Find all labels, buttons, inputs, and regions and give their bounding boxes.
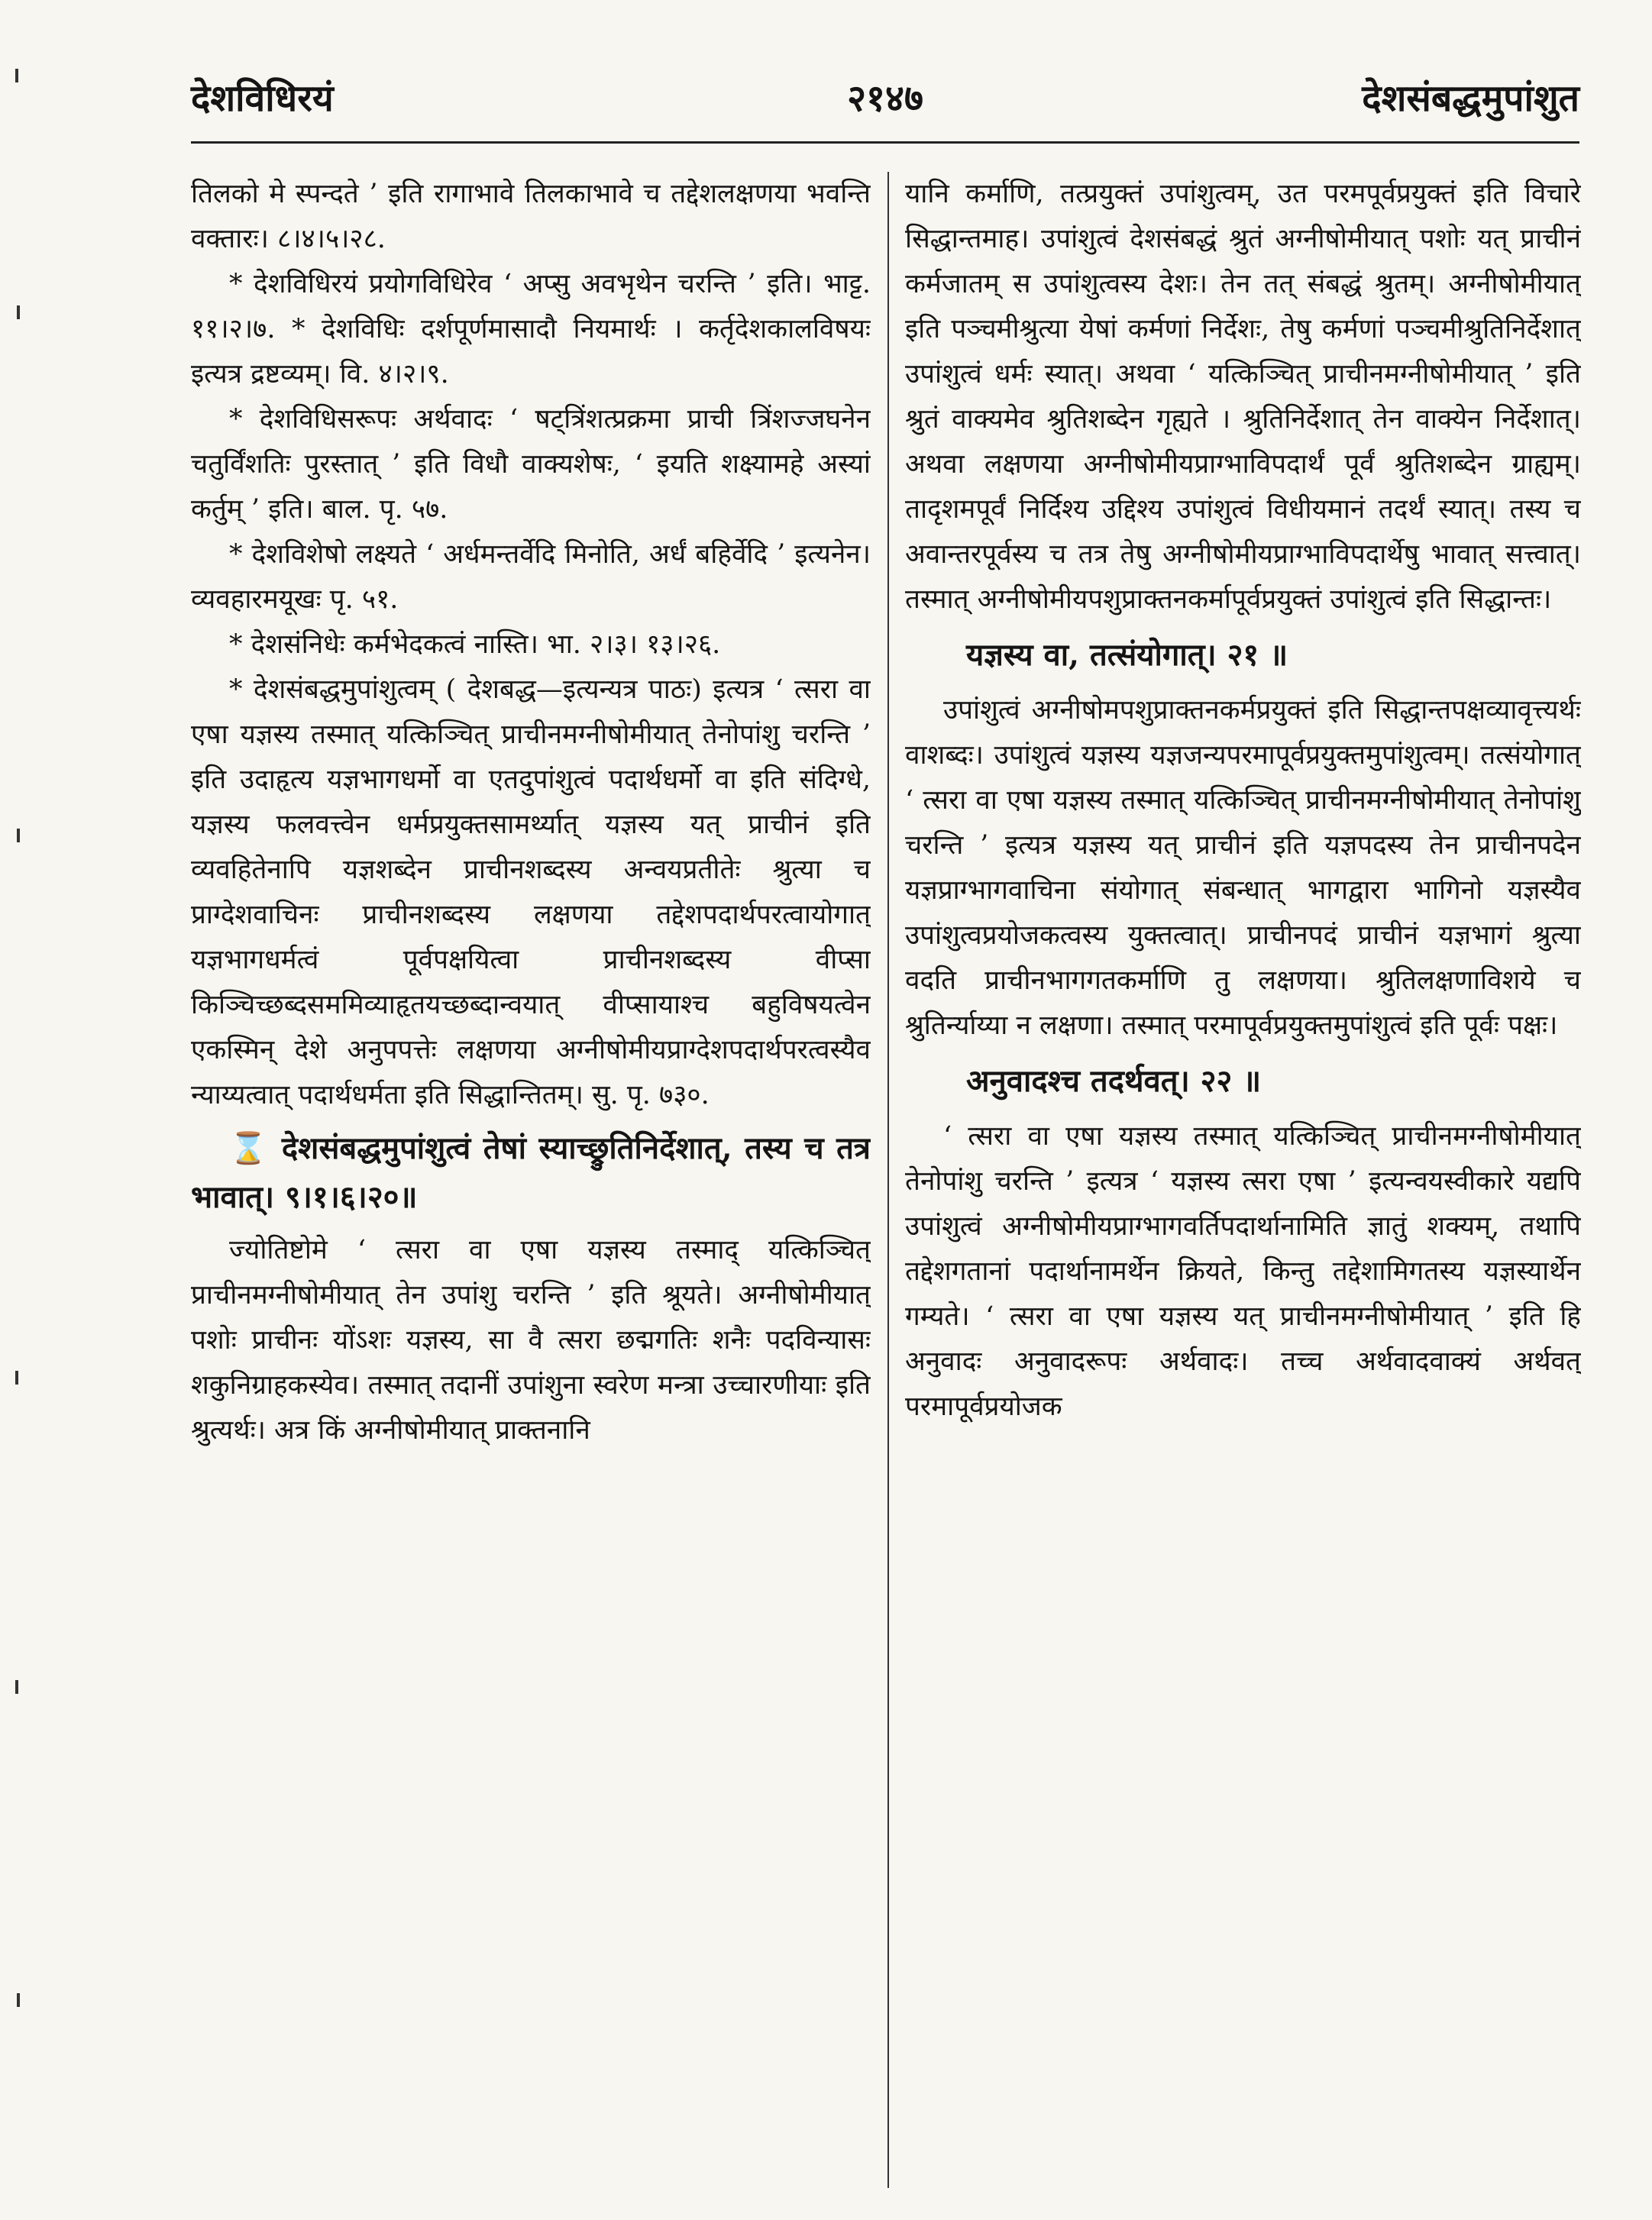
- paragraph: तिलको मे स्पन्दते ’ इति रागाभावे तिलकाभावे च तद्देशलक्षणया भवन्ति वक्तारः। ८।४।५।२८.: [191, 179, 871, 254]
- entry-paragraph: * देशविशेषो लक्ष्यते ‘ अर्धमन्तर्वेदि मिनोति, अर्धं बहिर्वेदि ’ इत्यनेन। व्यवहारमयूखः पृ. ५१.: [191, 539, 871, 615]
- left-column: [191, 172, 871, 2188]
- sutra-heading: अनुवादश्च तदर्थवत्। २२ ॥: [966, 1063, 1262, 1099]
- column-divider: [887, 172, 889, 2188]
- margin-mark: [17, 829, 20, 842]
- sutra-heading: ⌛ देशसंबद्धमुपांशुत्वं तेषां स्याच्छ्रुतिनिर्देशात्, तस्य च तत्र भावात्। ९।१।६।२०॥: [191, 1130, 871, 1215]
- entry-paragraph: * देशविधिरयं प्रयोगविधिरेव ‘ अप्सु अवभृथेन चरन्ति ’ इति। भाट्ट. ११।२।७. * देशविधिः दर्शपूर्णमासादौ नियमार्थः । कर्तृदेशकालविषयः इत्यत्र द्रष्टव्यम्। वि. ४।२।९.: [191, 269, 871, 389]
- commentary-paragraph: उपांशुत्वं अग्नीषोमपशुप्राक्तनकर्मप्रयुक्तं इति सिद्धान्तपक्षव्यावृत्त्यर्थः वाशब्दः। उपांशुत्वं यज्ञस्य यज्ञजन्यपरमापूर्वप्रयुक्तमुपांशुत्वम्। तत्संयोगात् ‘ त्सरा वा एषा यज्ञस्य तस्मात् यत्किञ्चित् प्राचीनमग्नीषोमीयात् तेनोपांशु चरन्ति ’ इत्यत्र यज्ञस्य यत् प्राचीनं इति यज्ञपदस्य तेन प्राचीनपदेन यज्ञप्राग्भागवाचिना संयोगात् संबन्धात् भागद्वारा भागिनो यज्ञस्यैव उपांशुत्वप्रयोजकत्वस्य युक्तत्वात्। प्राचीनपदं प्राचीनं यज्ञभागं श्रुत्या वदति प्राचीनभागगतकर्माणि तु लक्षणया। श्रुतिलक्षणाविशये च श्रुतिर्न्याय्या न लक्षणा। तस्मात् परमापूर्वप्रयुक्तमुपांशुत्वं इति पूर्वः पक्षः।: [905, 695, 1581, 1041]
- page-number: २१४७: [847, 77, 923, 120]
- entry-paragraph: * देशविधिसरूपः अर्थवादः ‘ षट्त्रिंशत्प्रक्रमा प्राची त्रिंशज्जघनेन चतुर्विंशतिः पुरस्तात् ’ इति विधौ वाक्यशेषः, ‘ इयति शक्ष्यामहे अस्यां कर्तुम् ’ इति। बाल. पृ. ५७.: [191, 404, 871, 525]
- sutra-heading: यज्ञस्य वा, तत्संयोगात्। २१ ॥: [966, 637, 1288, 673]
- page-header: [191, 73, 1579, 144]
- running-head-right: देशसंबद्धमुपांशुत: [1362, 77, 1579, 120]
- margin-mark: [17, 1993, 20, 2007]
- commentary-paragraph: ज्योतिष्टोमे ‘ त्सरा वा एषा यज्ञस्य तस्माद् यत्किञ्चित् प्राचीनमग्नीषोमीयात् तेन उपांशु चरन्ति ’ इति श्रूयते। अग्नीषोमीयात् पशोः प्राचीनः योंऽशः यज्ञस्य, सा वै त्सरा छद्मगतिः शनैः पदविन्यासः शकुनिग्राहकस्येव। तस्मात् तदानीं उपांशुना स्वरेण मन्त्रा उच्चारणीयाः इति श्रुत्यर्थः। अत्र किं अग्नीषोमीयात् प्राक्तनानि: [191, 1235, 871, 1446]
- margin-mark: [15, 1680, 18, 1694]
- entry-paragraph: * देशसंनिधेः कर्मभेदकत्वं नास्ति। भा. २।३। १३।२६.: [229, 629, 721, 660]
- paragraph: यानि कर्माणि, तत्प्रयुक्तं उपांशुत्वम्, उत परमपूर्वप्रयुक्तं इति विचारे सिद्धान्तमाह। उपांशुत्वं देशसंबद्धं श्रुतं अग्नीषोमीयात् पशोः यत् प्राचीनं कर्मजातम् स उपांशुत्वस्य देशः। तेन तत् संबद्धं श्रुतम्। अग्नीषोमीयात् इति पञ्चमीश्रुत्या येषां कर्मणां निर्देशः, तेषु कर्मणां पञ्चमीश्रुतिनिर्देशात् उपांशुत्वं धर्मः स्यात्। अथवा ‘ यत्किञ्चित् प्राचीनमग्नीषोमीयात् ’ इति श्रुतं वाक्यमेव श्रुतिशब्देन गृह्यते । श्रुतिनिर्देशात् तेन वाक्येन निर्देशात्। अथवा लक्षणया अग्नीषोमीयप्राग्भाविपदार्थं पूर्वं श्रुतिशब्देन ग्राह्यम्। तादृशमपूर्वं निर्दिश्य उद्दिश्य उपांशुत्वं विधीयमानं तदर्थं स्यात्। तस्य च अवान्तरपूर्वस्य च तत्र तेषु अग्नीषोमीयप्राग्भाविपदार्थेषु भावात् सत्त्वात्। तस्मात् अग्नीषोमीयपशुप्राक्तनकर्मापूर्वप्रयुक्तं उपांशुत्वं इति सिद्धान्तः।: [905, 179, 1581, 615]
- running-head-left: देशविधिरयं: [191, 77, 334, 120]
- commentary-paragraph: ‘ त्सरा वा एषा यज्ञस्य तस्मात् यत्किञ्चित् प्राचीनमग्नीषोमीयात् तेनोपांशु चरन्ति ’ इत्यत्र ‘ यज्ञस्य त्सरा एषा ’ इत्यन्वयस्वीकारे यद्यपि उपांशुत्वं अग्नीषोमीयप्राग्भागवर्तिपदार्थानामिति ज्ञातुं शक्यम्, तथापि तद्देशगतानां पदार्थानामर्थेन क्रियते, किन्तु तद्देशामिगतस्य यज्ञस्यार्थेन गम्यते। ‘ त्सरा वा एषा यज्ञस्य यत् प्राचीनमग्नीषोमीयात् ’ इति हि अनुवादः अनुवादरूपः अर्थवादः। तच्च अर्थवादवाक्यं अर्थवत् परमापूर्वप्रयोजक: [905, 1121, 1581, 1422]
- margin-mark: [15, 1371, 18, 1385]
- entry-paragraph: * देशसंबद्धमुपांशुत्वम् ( देशबद्ध—इत्यन्यत्र पाठः) इत्यत्र ‘ त्सरा वा एषा यज्ञस्य तस्मात् यत्किञ्चित् प्राचीनमग्नीषोमीयात् तेनोपांशु चरन्ति ’ इति उदाहृत्य यज्ञभागधर्मो वा एतदुपांशुत्वं पदार्थधर्मो वा इति संदिग्धे, यज्ञस्य फलवत्त्वेन धर्मप्रयुक्तसामर्थ्यात् यज्ञस्य यत् प्राचीनं इति व्यवहितेनापि यज्ञशब्देन प्राचीनशब्दस्य अन्वयप्रतीतेः श्रुत्या च प्राग्देशवाचिनः प्राचीनशब्दस्य लक्षणया तद्देशपदार्थपरत्वायोगात् यज्ञभागधर्मत्वं पूर्वपक्षयित्वा प्राचीनशब्दस्य वीप्सा किञ्चिच्छब्दसममिव्याहृतयच्छब्दान्वयात् वीप्सायाश्च बहुविषयत्वेन एकस्मिन् देशे अनुपपत्तेः लक्षणया अग्नीषोमीयप्राग्देशपदार्थपरत्वस्यैव न्याय्यत्वात् पदार्थधर्मता इति सिद्धान्तितम्। सु. पृ. ७३०.: [191, 674, 871, 1110]
- right-column: [905, 172, 1581, 2188]
- margin-mark: [15, 69, 18, 82]
- margin-mark: [17, 305, 20, 319]
